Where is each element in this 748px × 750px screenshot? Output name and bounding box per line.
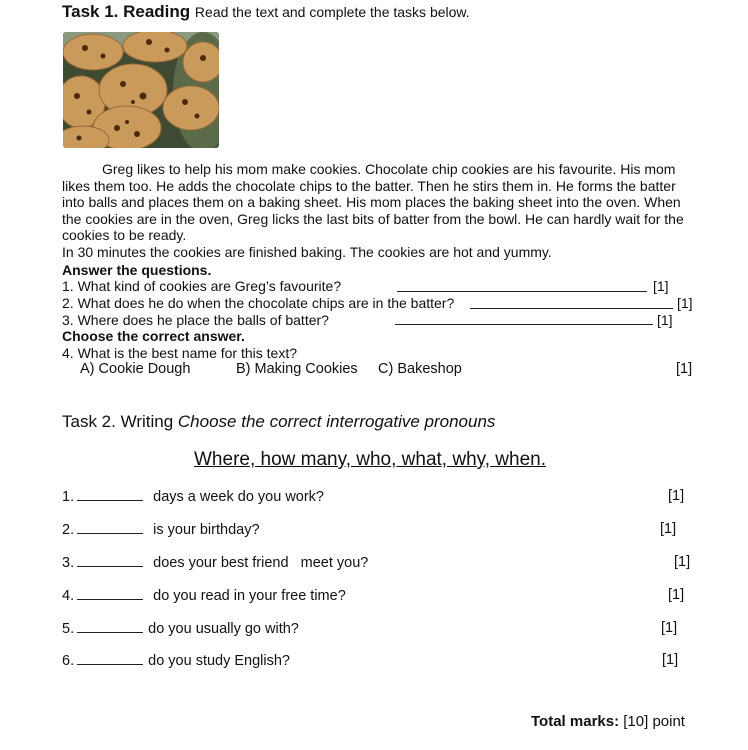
question-3: 3. Where does he place the balls of batter? [62, 312, 329, 328]
item-blank[interactable] [77, 554, 143, 567]
mc-option-c[interactable]: C) Bakeshop [378, 361, 462, 377]
item-blank[interactable] [77, 620, 143, 633]
passage-paragraph: Greg likes to help his mom make cookies. Chocolate chip cookies are his favourite. His mom likes them too. He adds the chocolate chips to the batter. Then he stirs them in. He forms the batter into balls and places them on a baking sheet. His mom places the baking sheet into the oven. When the cookies are in the oven, Greg licks the last bits of batter from the bowl. He can hardly wait for the cookies to be ready. [62, 161, 684, 244]
answer-line-3[interactable] [395, 312, 653, 325]
pronoun-list: Where, how many, who, what, why, when. [194, 449, 547, 470]
item-number: 4. [62, 588, 75, 604]
item-mark: [1] [674, 554, 691, 570]
item-number: 6. [62, 653, 75, 669]
item-mark: [1] [668, 488, 685, 504]
question-1: 1. What kind of cookies are Greg’s favourite? [62, 278, 342, 294]
question-1-mark: [1] [653, 278, 669, 294]
mc-mark: [1] [676, 361, 693, 377]
reading-passage [62, 161, 702, 261]
item-row [62, 488, 324, 505]
item-row [62, 620, 299, 637]
item-text: does your best friend meet you? [153, 555, 369, 571]
total-value: [10] point [623, 713, 685, 730]
item-row [62, 652, 290, 669]
question-2-mark: [1] [677, 295, 693, 311]
passage-paragraph: In 30 minutes the cookies are finished baking. The cookies are hot and yummy. [62, 243, 552, 260]
total-label: Total marks: [531, 713, 620, 730]
task1-label: Task 1. Reading [62, 2, 191, 21]
answer-line-1[interactable] [397, 279, 647, 292]
mc-option-b[interactable]: B) Making Cookies [236, 361, 358, 377]
item-mark: [1] [668, 587, 685, 603]
item-mark: [1] [661, 620, 678, 636]
choose-heading: Choose the correct answer. [62, 328, 245, 344]
item-text: days a week do you work? [153, 489, 324, 505]
task2-instruction: Choose the correct interrogative pronouns [177, 412, 496, 431]
item-blank[interactable] [77, 488, 143, 501]
question-2: 2. What does he do when the chocolate chips are in the batter? [62, 295, 455, 311]
task1-title [62, 2, 470, 22]
item-row [62, 521, 260, 538]
task1-instruction: Read the text and complete the tasks below. [194, 4, 470, 20]
item-number: 3. [62, 555, 75, 571]
question-3-mark: [1] [657, 312, 673, 328]
answer-line-2[interactable] [470, 296, 673, 309]
item-mark: [1] [660, 521, 677, 537]
task2-label: Task 2. Writing [62, 412, 174, 431]
item-blank[interactable] [77, 652, 143, 665]
answer-heading: Answer the questions. [62, 262, 212, 278]
item-text: is your birthday? [153, 522, 260, 538]
mc-question: 4. What is the best name for this text? [62, 345, 297, 361]
cookies-photo [63, 32, 219, 148]
item-number: 2. [62, 522, 75, 538]
item-number: 1. [62, 489, 75, 505]
item-number: 5. [62, 621, 75, 637]
item-row [62, 554, 368, 571]
item-text: do you study English? [148, 653, 290, 669]
item-blank[interactable] [77, 587, 143, 600]
item-blank[interactable] [77, 521, 143, 534]
item-text: do you usually go with? [148, 621, 299, 637]
task2-title [62, 412, 495, 432]
item-text: do you read in your free time? [153, 588, 346, 604]
item-mark: [1] [662, 652, 679, 668]
total-marks [531, 713, 685, 730]
item-row [62, 587, 346, 604]
mc-option-a[interactable]: A) Cookie Dough [80, 361, 191, 377]
